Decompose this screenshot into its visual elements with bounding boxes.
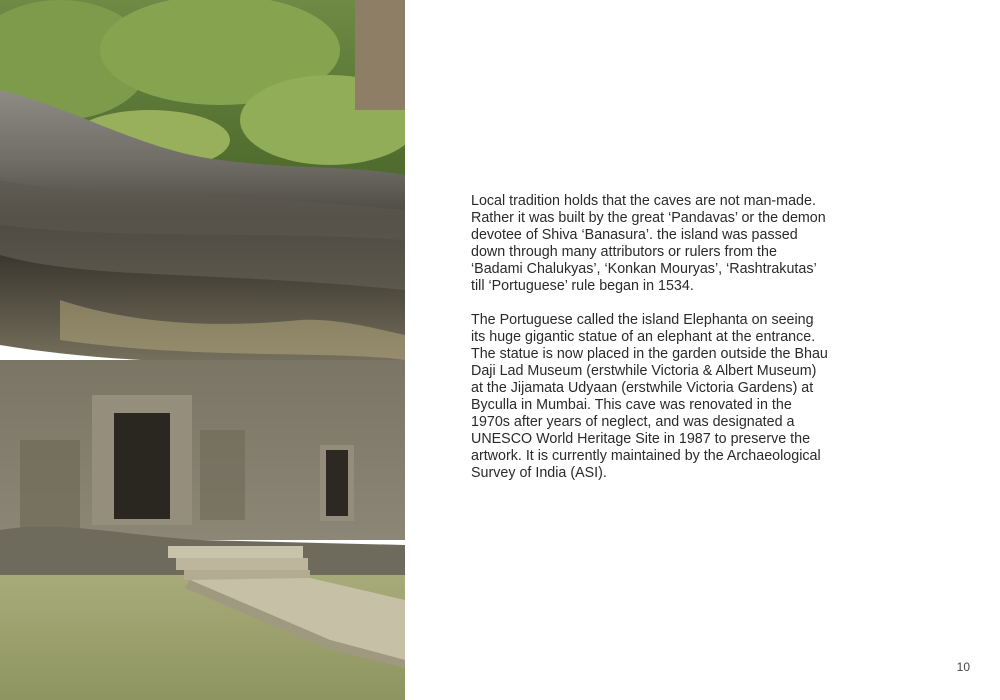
page-number: 10 [956,660,970,674]
paragraph-tradition: Local tradition holds that the caves are not man-made. Rather it was built by the great ‘Pandavas’ or the demon devotee of Shiva ‘Banasura’. the island was passed down through many attributors or rulers from the ‘Badami Chalukyas’, ‘Konkan Mouryas’, ‘Rashtrakutas’ till ‘Portuguese’ rule began in 1534. [471,193,826,294]
body-text [471,193,831,499]
paragraph-portuguese: The Portuguese called the island Elephanta on seeing its huge gigantic statue of an elephant at the entrance. The statue is now placed in the garden outside the Bhau Daji Lad Museum (erstwhile Victoria & Albert Museum) at the Jijamata Udyaan (erstwhile Victoria Gardens) at Byculla in Mumbai. This cave was renovated in the 1970s after years of neglect, and was designated a UNESCO World Heritage Site in 1987 to preserve the artwork. It is currently maintained by the Archaeological Survey of India (ASI). [471,312,828,481]
cave-photo [0,0,405,700]
